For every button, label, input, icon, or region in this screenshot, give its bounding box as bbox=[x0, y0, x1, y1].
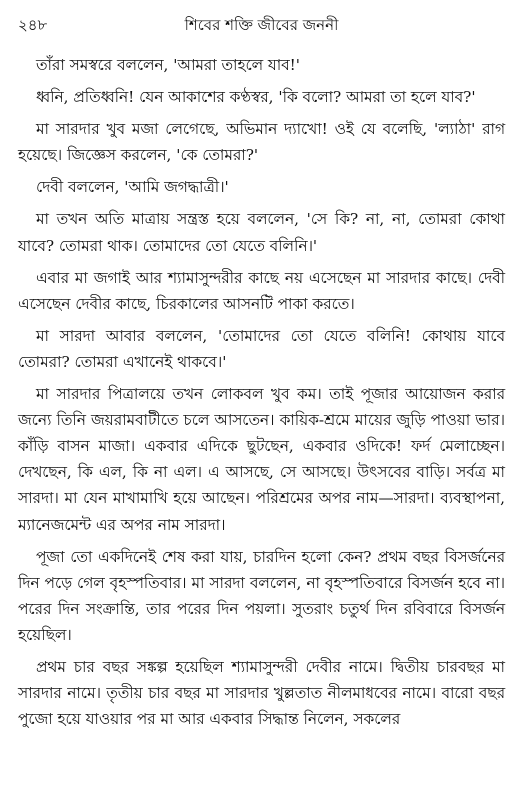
paragraph: দেবী বললেন, 'আমি জগদ্ধাত্রী।' bbox=[36, 178, 229, 197]
paragraph: এবার মা জগাই আর শ্যামাসুন্দরীর কাছে নয় এসেছেন মা সারদার কাছে। দেবী এসেছেন দেবীর কাছে, চিরকালের আসনটি পাকা করতে। bbox=[18, 268, 505, 313]
paragraph: মা সারদার খুব মজা লেগেছে, অভিমান দ্যাখো! ওই যে বলেছি, 'ল্যাঠা' রাগ হয়েছে। জিজ্ঞেস করলেন, 'কে তোমরা?' bbox=[18, 120, 505, 165]
paragraph: মা সারদা আবার বললেন, 'তোমাদের তো যেতে বলিনি! কোথায় যাবে তোমরা? তোমরা এখানেই থাকবে।' bbox=[18, 326, 505, 371]
page-number: ২৪৮ bbox=[18, 16, 48, 34]
paragraph: প্রথম চার বছর সঙ্কল্প হয়েছিল শ্যামাসুন্দরী দেবীর নামে। দ্বিতীয় চারবছর মা সারদার নামে। তৃতীয় চার বছর মা সারদার খুল্লতাত নীলমাধবের নামে। বারো বছর পুজো হয়ে যাওয়ার পর মা আর একবার সিদ্ধান্ত নিলেন, সকলের bbox=[18, 657, 505, 729]
paragraph: তাঁরা সমস্বরে বললেন, 'আমরা তাহলে যাব!' bbox=[36, 56, 300, 74]
running-title: শিবের শক্তি জীবের জননী bbox=[184, 16, 339, 34]
paragraph: মা সারদার পিত্রালয়ে তখন লোকবল খুব কম। তাই পূজার আয়োজন করার জন্যে তিনি জয়রামবাটীতে চলে আসতেন। কায়িক-শ্রমে মায়ের জুড়ি পাওয়া ভার। কাঁড়ি বাসন মাজা। একবার এদিকে ছুটছেন, একবার ওদিকে! ফর্দ মেলাচ্ছেন। দেখছেন, কি এল, কি না এল। এ আসছে, সে আসছে। উৎসবের বাড়ি। সর্বত্র মা সারদা। মা যেন মাখামাখি হয়ে আছেন। পরিশ্রমের অপর নাম—সারদা। ব্যবস্থাপনা, ম্যানেজমেন্ট এর অপর নাম সারদা। bbox=[18, 385, 505, 534]
page-header bbox=[18, 10, 505, 36]
paragraph: পূজা তো একদিনেই শেষ করা যায়, চারদিন হলো কেন? প্রথম বছর বিসর্জনের দিন পড়ে গেল বৃহস্পতিবার। মা সারদা বললেন, না বৃহস্পতিবারে বিসর্জন হবে না। পরের দিন সংক্রান্তি, তার পরের দিন পয়লা। সুতরাং চতুর্থ দিন রবিবারে বিসর্জন হয়েছিল। bbox=[18, 547, 505, 644]
body-text bbox=[18, 52, 505, 732]
paragraph: মা তখন অতি মাত্রায় সন্ত্রস্ত হয়ে বললেন, 'সে কি? না, না, তোমরা কোথা যাবে? তোমরা থাক। তোমাদের তো যেতে বলিনি।' bbox=[18, 210, 505, 255]
paragraph: ধ্বনি, প্রতিধ্বনি! যেন আকাশের কণ্ঠস্বর, 'কি বলো? আমরা তা হলে যাব?' bbox=[36, 88, 476, 107]
